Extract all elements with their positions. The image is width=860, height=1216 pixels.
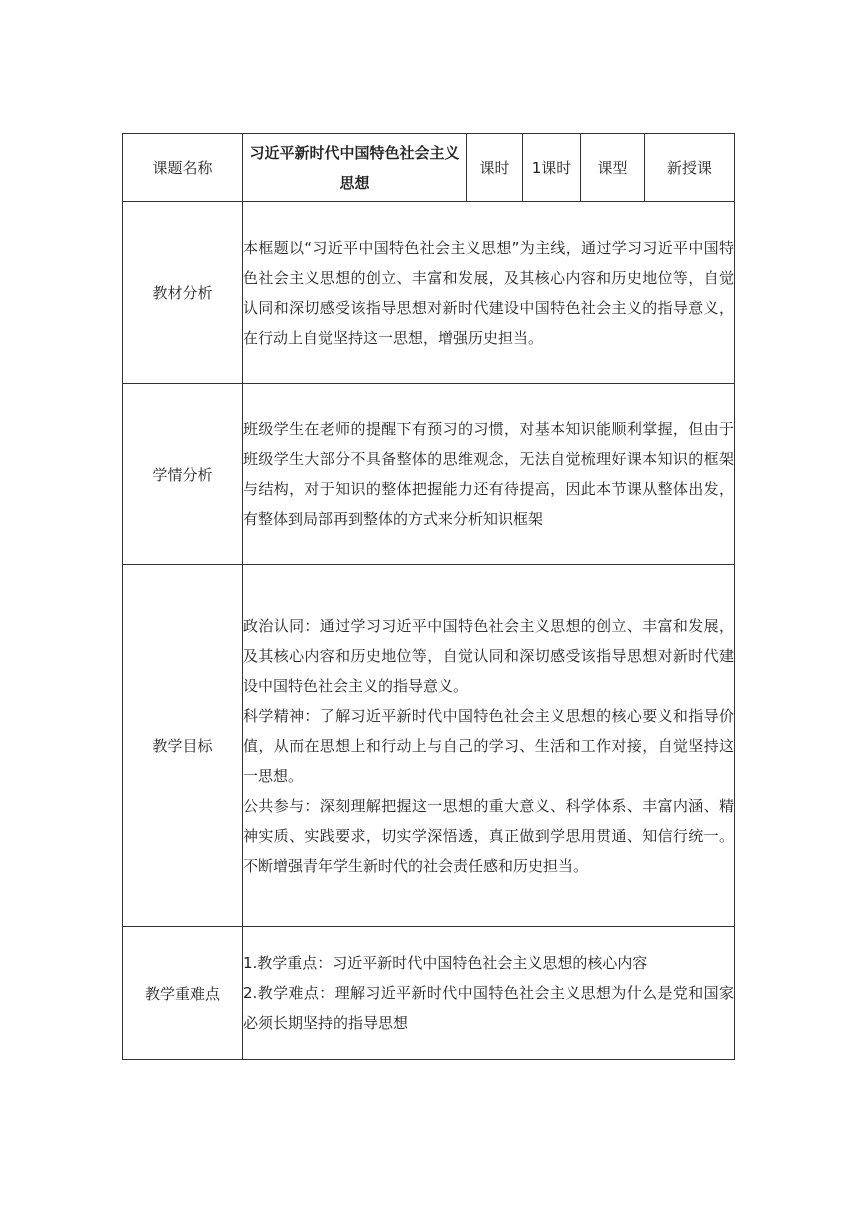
topic-title: 习近平新时代中国特色社会主义思想 xyxy=(243,134,467,202)
type-label: 课型 xyxy=(581,134,645,202)
students-text xyxy=(243,384,735,565)
topic-label: 课题名称 xyxy=(123,134,243,202)
material-text xyxy=(243,202,735,384)
type-value: 新授课 xyxy=(645,134,735,202)
header-row xyxy=(123,134,735,202)
lesson-plan-table xyxy=(122,133,735,1060)
students-row xyxy=(123,384,735,565)
material-label: 教材分析 xyxy=(123,202,243,384)
hours-value: 1课时 xyxy=(523,134,581,202)
keypoints-focus: 1.教学重点：习近平新时代中国特色社会主义思想的核心内容 xyxy=(243,954,648,972)
students-label: 学情分析 xyxy=(123,384,243,565)
goals-science: 科学精神：了解习近平新时代中国特色社会主义思想的核心要义和指导价值，从而在思想上和行动上与自己的学习、生活和工作对接，自觉坚持这一思想。 xyxy=(243,706,734,785)
hours-label: 课时 xyxy=(467,134,523,202)
material-row xyxy=(123,202,735,384)
goals-label: 教学目标 xyxy=(123,565,243,927)
goals-public: 公共参与：深刻理解把握这一思想的重大意义、科学体系、丰富内涵、精神实质、实践要求，切实学深悟透，真正做到学思用贯通、知信行统一。不断增强青年学生新时代的社会责任感和历史担当。 xyxy=(243,796,734,875)
material-paragraph: 本框题以“习近平中国特色社会主义思想”为主线，通过学习习近平中国特色社会主义思想的创立、丰富和发展，及其核心内容和历史地位等，自觉认同和深切感受该指导思想对新时代建设中国特色社会主义的指导意义，在行动上自觉坚持这一思想，增强历史担当。 xyxy=(243,238,734,347)
students-paragraph: 班级学生在老师的提醒下有预习的习惯，对基本知识能顺利掌握，但由于班级学生大部分不具备整体的思维观念，无法自觉梳理好课本知识的框架与结构，对于知识的整体把握能力还有待提高，因此本节课从整体出发，有整体到局部再到整体的方式来分析知识框架 xyxy=(243,420,734,528)
keypoints-text xyxy=(243,927,735,1060)
keypoints-difficulty: 2.教学难点：理解习近平新时代中国特色社会主义思想为什么是党和国家必须长期坚持的指导思想 xyxy=(243,984,734,1032)
goals-row xyxy=(123,565,735,927)
keypoints-row xyxy=(123,927,735,1060)
goals-political: 政治认同：通过学习习近平中国特色社会主义思想的创立、丰富和发展，及其核心内容和历史地位等，自觉认同和深切感受该指导思想对新时代建设中国特色社会主义的指导意义。 xyxy=(243,616,734,695)
keypoints-label: 教学重难点 xyxy=(123,927,243,1060)
goals-text xyxy=(243,565,735,927)
